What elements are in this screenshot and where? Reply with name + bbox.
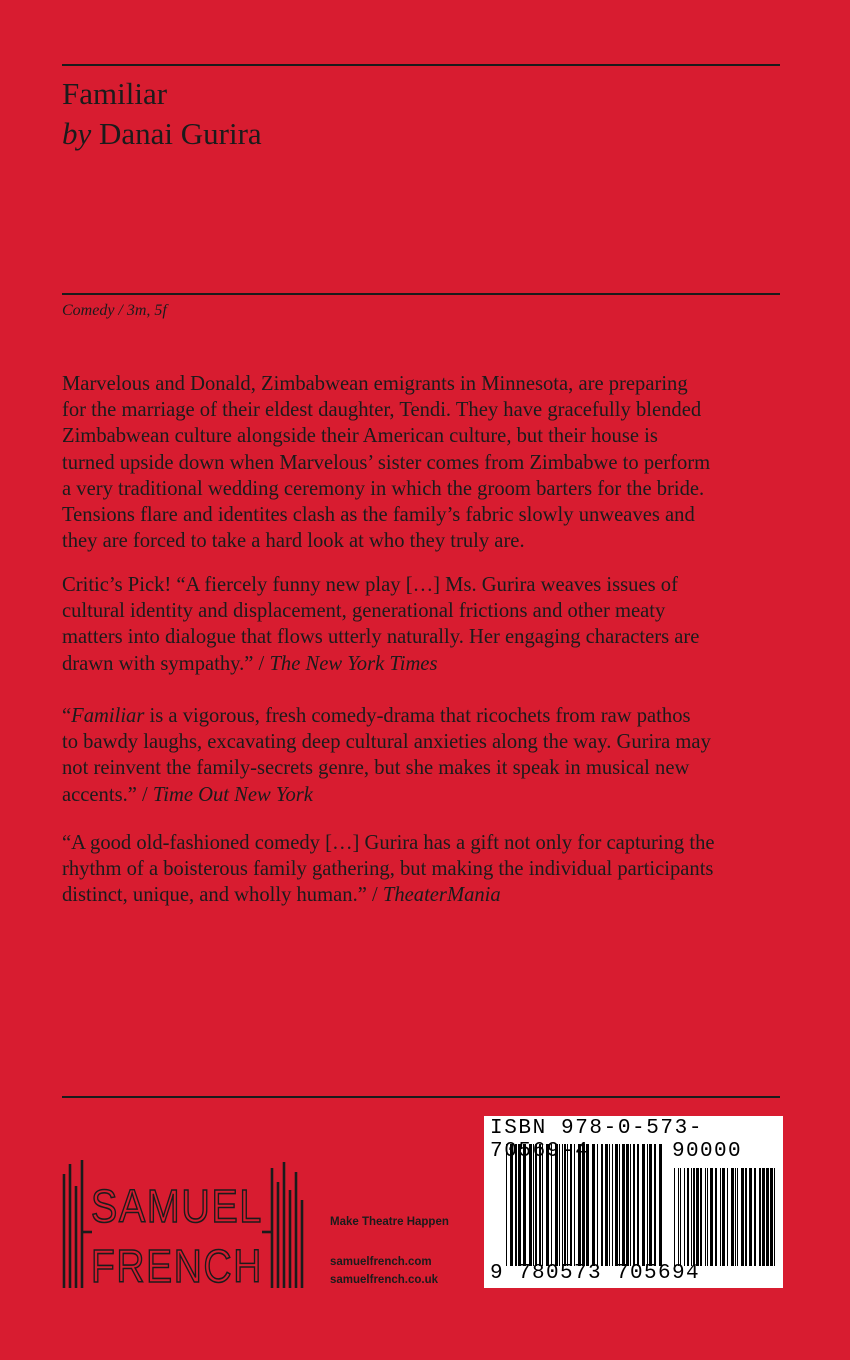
review-line xyxy=(62,651,790,677)
review-line-rest: is a vigorous, fresh comedy-drama that ricochets from raw pathos xyxy=(144,705,691,727)
barcode-bar xyxy=(741,1168,744,1266)
barcode-bar xyxy=(766,1168,769,1266)
review-source: The New York Times xyxy=(269,652,438,675)
barcode-bar xyxy=(731,1168,734,1266)
review-source: TheaterMania xyxy=(382,884,501,907)
barcode-bar xyxy=(693,1168,695,1266)
price-addon-code: 90000 xyxy=(672,1140,743,1163)
website-us: samuelfrench.com xyxy=(330,1256,432,1268)
genre-rule xyxy=(62,293,780,295)
logo-samuel: SAMUEL xyxy=(91,1180,263,1232)
barcode-bar xyxy=(762,1168,765,1266)
synopsis-line: turned upside down when Marvelous’ sister comes from Zimbabwe to perform xyxy=(62,451,711,474)
review-timeout xyxy=(62,703,790,808)
synopsis-line: Tensions flare and identites clash as the family’s fabric slowly unweaves and xyxy=(62,504,695,527)
barcode-bar xyxy=(722,1168,725,1266)
samuel-french-logo xyxy=(62,1160,312,1290)
barcode-bar xyxy=(754,1168,756,1266)
play-title-italic: Familiar xyxy=(71,705,145,727)
book-author: Danai Gurira xyxy=(99,116,262,151)
review-line-end: distinct, unique, and wholly human.” / xyxy=(62,884,383,907)
synopsis-line: a very traditional wedding ceremony in which the groom barters for the bride. xyxy=(62,477,705,500)
open-quote: “ xyxy=(62,705,72,727)
synopsis-line: for the marriage of their eldest daughter, Tendi. They have gracefully blended xyxy=(62,399,702,422)
review-line-end: accents.” / xyxy=(62,783,153,806)
review-line xyxy=(62,882,790,908)
isbn-number: ISBN 978-0-573-70569-4 xyxy=(490,1117,704,1163)
barcode-bar xyxy=(774,1168,775,1266)
book-title-block xyxy=(62,74,262,154)
publisher-tagline: Make Theatre Happen xyxy=(330,1216,449,1228)
review-line: to bawdy laughs, excavating deep cultural anxieties along the way. Gurira may xyxy=(62,731,711,754)
review-line xyxy=(62,782,790,808)
barcode-bar xyxy=(684,1168,685,1266)
barcode-bar xyxy=(735,1168,736,1266)
barcode-bar xyxy=(691,1168,692,1266)
barcode-bar xyxy=(674,1168,675,1266)
website-uk: samuelfrench.co.uk xyxy=(330,1274,439,1286)
synopsis-line: they are forced to take a hard look at who they truly are. xyxy=(62,530,525,553)
barcode-bar xyxy=(678,1168,679,1266)
review-line: cultural identity and displacement, generational frictions and other meaty xyxy=(62,600,666,623)
review-line-end: drawn with sympathy.” / xyxy=(62,652,270,675)
genre-cast: Comedy / 3m, 5f xyxy=(62,302,167,319)
ean-number: 9 780573 705694 xyxy=(490,1262,701,1285)
review-line: rhythm of a boisterous family gathering, but making the individual participants xyxy=(62,858,714,881)
barcode-bar xyxy=(707,1168,708,1266)
barcode-bar xyxy=(727,1168,728,1266)
review-nyt xyxy=(62,572,790,677)
review-line: “A good old-fashioned comedy […] Gurira has a gift not only for capturing the xyxy=(62,832,715,854)
review-line xyxy=(62,703,790,729)
review-line: matters into dialogue that flows utterly naturally. Her engaging characters are xyxy=(62,626,700,649)
synopsis-line: Zimbabwean culture alongside their American culture, but their house is xyxy=(62,425,658,448)
barcode-bar xyxy=(687,1168,689,1266)
barcode-bar xyxy=(737,1168,738,1266)
review-line: not reinvent the family-secrets genre, but she makes it speak in musical new xyxy=(62,757,690,780)
bottom-rule xyxy=(62,1096,780,1098)
barcode-bar xyxy=(759,1168,761,1266)
barcode-bar xyxy=(700,1168,702,1266)
barcode-bar xyxy=(770,1168,773,1266)
barcode-bar xyxy=(715,1168,717,1266)
barcode-bar xyxy=(705,1168,706,1266)
by-label: by xyxy=(62,116,92,151)
barcode-bar xyxy=(710,1168,713,1266)
review-theatermania xyxy=(62,830,790,909)
top-rule xyxy=(62,64,780,66)
book-title: Familiar xyxy=(62,76,168,111)
review-line: Critic’s Pick! “A fiercely funny new play […] Ms. Gurira weaves issues of xyxy=(62,574,678,596)
book-author-line xyxy=(62,114,262,154)
barcode-bar xyxy=(749,1168,752,1266)
barcode-bar xyxy=(696,1168,699,1266)
barcode-bar xyxy=(720,1168,721,1266)
synopsis-line: Marvelous and Donald, Zimbabwean emigrants in Minnesota, are preparing xyxy=(62,373,688,395)
synopsis xyxy=(62,371,790,554)
logo-french: FRENCH xyxy=(91,1240,263,1290)
barcode-bar xyxy=(680,1168,681,1266)
barcode-bar xyxy=(745,1168,747,1266)
review-source: Time Out New York xyxy=(152,783,313,806)
barcode-panel xyxy=(484,1116,783,1288)
